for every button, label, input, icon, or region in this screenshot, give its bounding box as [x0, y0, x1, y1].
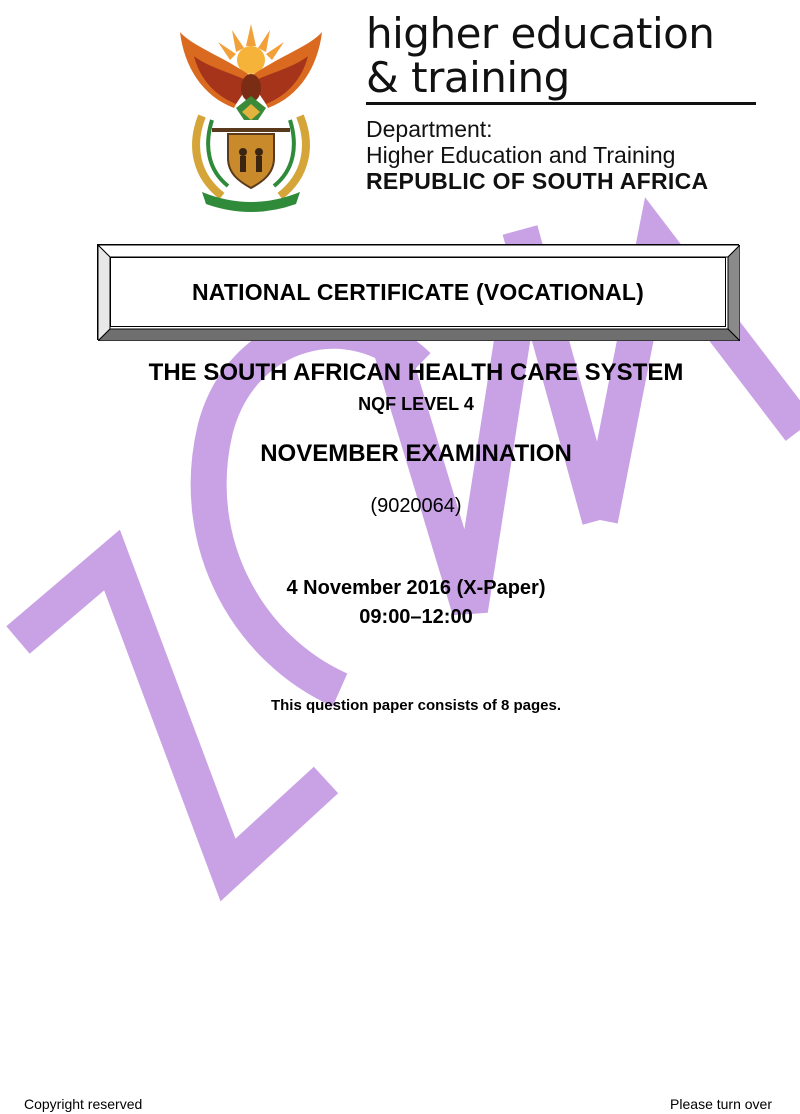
subject-title: THE SOUTH AFRICAN HEALTH CARE SYSTEM: [148, 359, 684, 386]
country-name: REPUBLIC OF SOUTH AFRICA: [366, 168, 709, 194]
department-block: [366, 116, 786, 194]
coat-of-arms-logo: [172, 16, 330, 212]
certificate-title: NATIONAL CERTIFICATE (VOCATIONAL): [191, 278, 645, 305]
subject-code: (9020064): [370, 495, 462, 517]
exam-session: NOVEMBER EXAMINATION: [260, 440, 572, 467]
nqf-level: NQF LEVEL 4: [358, 394, 474, 414]
brand-line-1: higher education: [366, 9, 715, 58]
brand-line-2: & training: [366, 53, 570, 102]
department-name: Higher Education and Training: [366, 142, 676, 168]
brand-divider: [366, 102, 756, 105]
certificate-title-box: [97, 244, 739, 340]
certificate-inner: [110, 257, 726, 327]
department-brand: [366, 9, 766, 102]
page-count-note: This question paper consists of 8 pages.: [270, 697, 562, 714]
department-label: Department:: [366, 116, 493, 142]
copyright-footer: Copyright reserved: [24, 1096, 143, 1112]
turn-over-footer: Please turn over: [670, 1096, 772, 1112]
exam-date: 4 November 2016 (X-Paper): [286, 577, 546, 599]
exam-time: 09:00–12:00: [359, 606, 473, 628]
